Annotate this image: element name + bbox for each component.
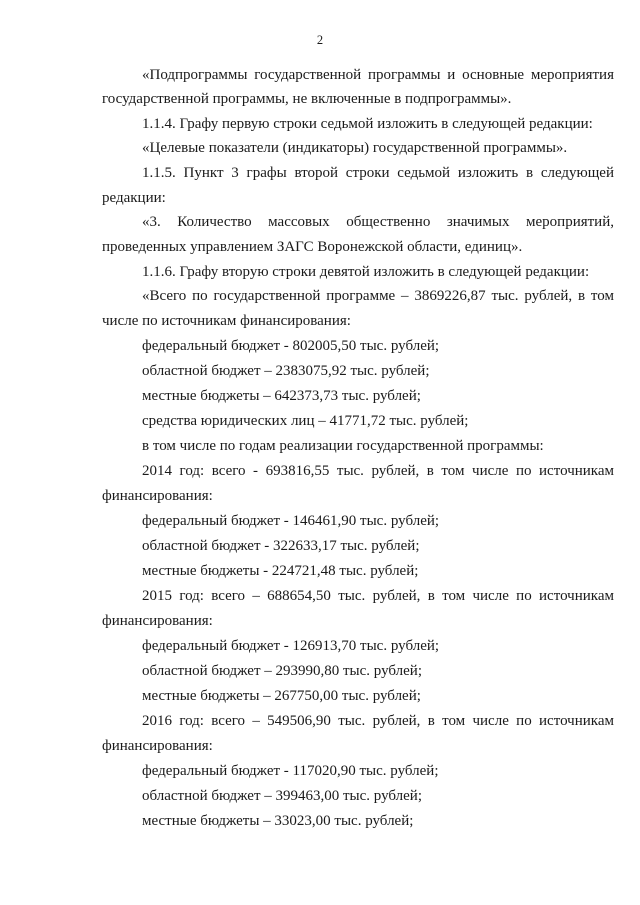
paragraph-line: местные бюджеты - 224721,48 тыс. рублей; bbox=[142, 563, 419, 579]
paragraph-line: редакции: bbox=[102, 190, 166, 206]
paragraph-line: областной бюджет - 322633,17 тыс. рублей; bbox=[142, 538, 420, 554]
paragraph-line: 2014 год: всего - 693816,55 тыс. рублей, в том числе по источникам bbox=[142, 463, 614, 479]
paragraph-line: местные бюджеты – 267750,00 тыс. рублей; bbox=[142, 688, 421, 704]
paragraph-line: средства юридических лиц – 41771,72 тыс. рублей; bbox=[142, 413, 469, 429]
paragraph-line: 1.1.5. Пункт 3 графы второй строки седьмой изложить в следующей bbox=[142, 165, 614, 181]
paragraph-line: 1.1.6. Графу вторую строки девятой изложить в следующей редакции: bbox=[142, 264, 590, 280]
page-number: 2 bbox=[316, 33, 324, 47]
paragraph-line: федеральный бюджет - 146461,90 тыс. рублей; bbox=[142, 513, 440, 529]
paragraph-line: федеральный бюджет - 117020,90 тыс. рублей; bbox=[142, 763, 439, 779]
paragraph-line: 2016 год: всего – 549506,90 тыс. рублей, в том числе по источникам bbox=[142, 713, 614, 729]
paragraph-line: «Целевые показатели (индикаторы) государственной программы». bbox=[142, 140, 568, 156]
paragraph-line: 1.1.4. Графу первую строки седьмой изложить в следующей редакции: bbox=[142, 116, 593, 132]
paragraph-line: финансирования: bbox=[102, 613, 213, 629]
paragraph-line: местные бюджеты – 642373,73 тыс. рублей; bbox=[142, 388, 421, 404]
paragraph-line: «Подпрограммы государственной программы и основные мероприятия bbox=[142, 67, 614, 83]
paragraph-line: в том числе по годам реализации государственной программы: bbox=[142, 438, 544, 454]
paragraph-line: проведенных управлением ЗАГС Воронежской области, единиц». bbox=[102, 239, 523, 255]
paragraph-line: государственной программы, не включенные в подпрограммы». bbox=[102, 91, 512, 107]
paragraph-line: областной бюджет – 293990,80 тыс. рублей; bbox=[142, 663, 422, 679]
paragraph-line: федеральный бюджет - 802005,50 тыс. рублей; bbox=[142, 338, 440, 354]
paragraph-line: «3. Количество массовых общественно значимых мероприятий, bbox=[142, 214, 614, 230]
paragraph-line: областной бюджет – 399463,00 тыс. рублей; bbox=[142, 788, 422, 804]
paragraph-line: числе по источникам финансирования: bbox=[102, 313, 351, 329]
paragraph-line: «Всего по государственной программе – 3869226,87 тыс. рублей, в том bbox=[142, 288, 614, 304]
paragraph-line: федеральный бюджет - 126913,70 тыс. рублей; bbox=[142, 638, 440, 654]
paragraph-line: 2015 год: всего – 688654,50 тыс. рублей, в том числе по источникам bbox=[142, 588, 614, 604]
paragraph-line: местные бюджеты – 33023,00 тыс. рублей; bbox=[142, 813, 414, 829]
paragraph-line: финансирования: bbox=[102, 488, 213, 504]
paragraph-line: финансирования: bbox=[102, 738, 213, 754]
paragraph-line: областной бюджет – 2383075,92 тыс. рублей; bbox=[142, 363, 430, 379]
